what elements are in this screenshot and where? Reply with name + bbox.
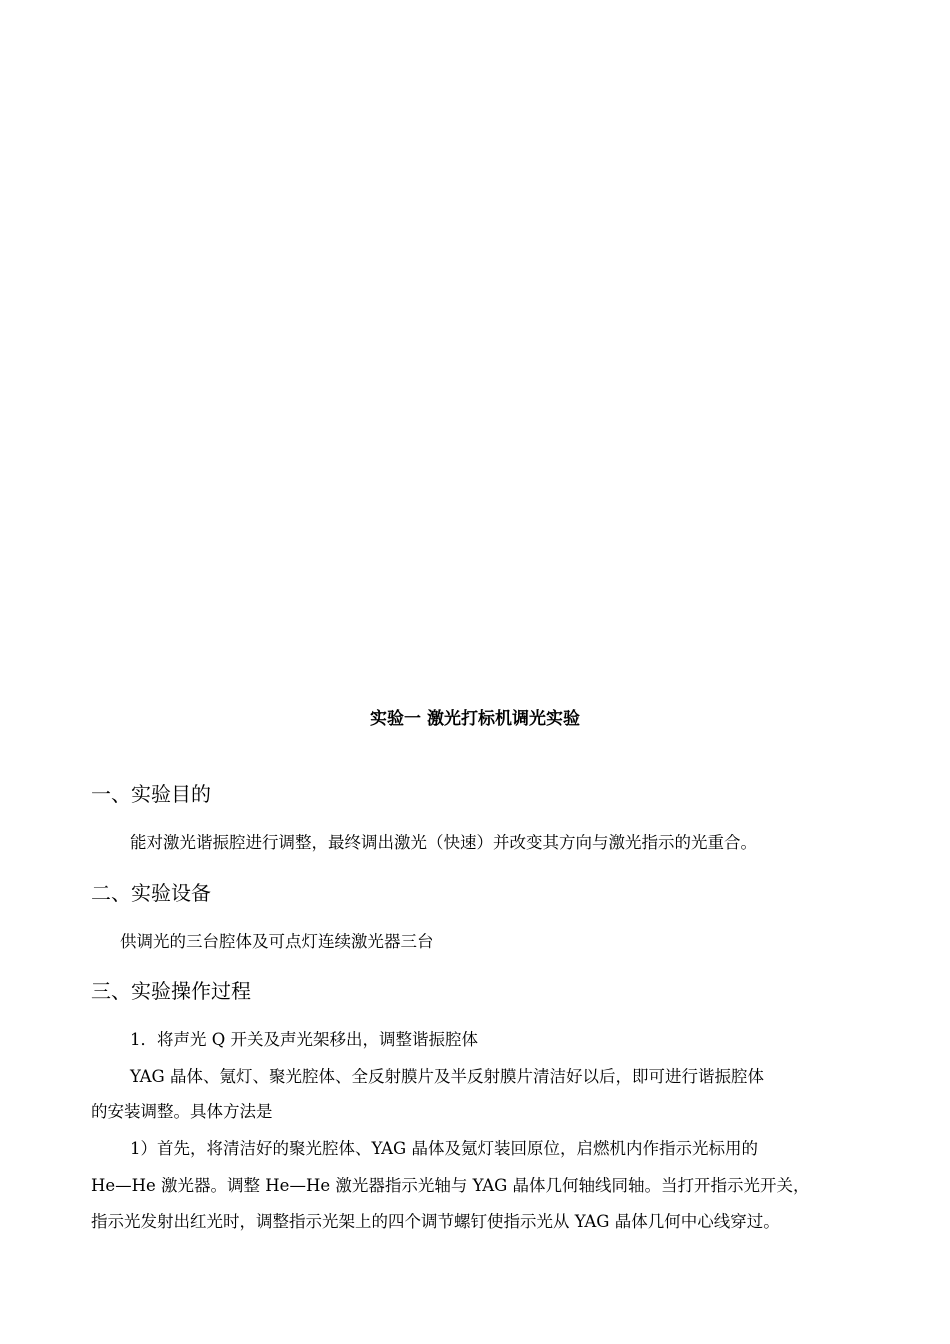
section-heading-equipment: 二、实验设备 (91, 881, 211, 905)
procedure-paragraph-line: He—He 激光器。调整 He—He 激光器指示光轴与 YAG 晶体几何轴线同轴。当打开指示光开关， (91, 1176, 810, 1195)
purpose-paragraph: 能对激光谐振腔进行调整，最终调出激光（快速）并改变其方向与激光指示的光重合。 (130, 833, 757, 852)
section-heading-procedure: 三、实验操作过程 (91, 979, 251, 1003)
equipment-paragraph: 供调光的三台腔体及可点灯连续激光器三台 (120, 932, 434, 951)
document-title: 实验一 激光打标机调光实验 (370, 709, 580, 729)
procedure-paragraph-line: 1）首先，将清洁好的聚光腔体、YAG 晶体及氪灯装回原位，启燃机内作指示光标用的 (130, 1139, 758, 1158)
procedure-paragraph-line: 指示光发射出红光时，调整指示光架上的四个调节螺钉使指示光从 YAG 晶体几何中心线穿过。 (91, 1212, 780, 1231)
procedure-paragraph-line: YAG 晶体、氪灯、聚光腔体、全反射膜片及半反射膜片清洁好以后，即可进行谐振腔体 (130, 1067, 764, 1086)
procedure-step-1-heading: 1．将声光 Q 开关及声光架移出，调整谐振腔体 (130, 1030, 479, 1049)
procedure-paragraph-line: 的安装调整。具体方法是 (91, 1102, 273, 1121)
section-heading-purpose: 一、实验目的 (91, 782, 211, 806)
